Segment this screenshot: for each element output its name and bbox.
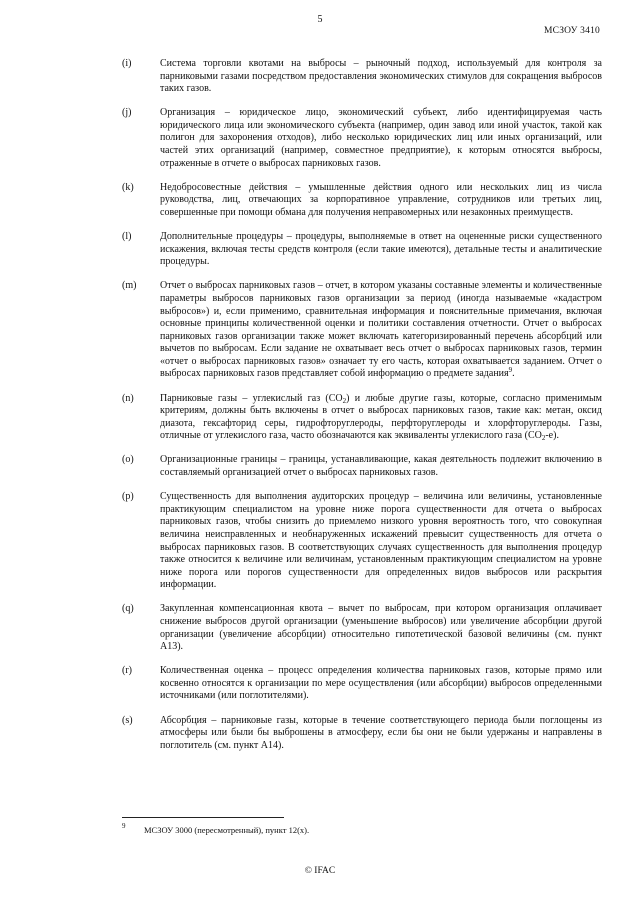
item-label: (p) xyxy=(122,491,134,503)
definitions-list xyxy=(122,58,603,764)
page-number: 5 xyxy=(317,14,323,25)
footnote-mark: 9 xyxy=(122,822,126,830)
definition-item xyxy=(122,603,602,653)
item-label: (s) xyxy=(122,714,133,726)
item-label: (o) xyxy=(122,454,134,466)
item-text-part: ) и любые другие газы, которые, согласно применимым критериям, должны быть включены в отчет о выбросах парниковых газов, такие как: метан, оксид диазота, гексафторид серы, гидрофторуглероды, перфторуглероды и хлорфторуглероды. Газы, отличные от углекислого газа, часто обозначаются как эквиваленты углекислого газа (CO xyxy=(160,392,603,442)
definition-item xyxy=(122,454,602,479)
item-text: Абсорбция – парниковые газы, которые в течение соответствующего периода были поглощены из атмосферы или были бы выброшены в атмосферу, если бы они не были удержаны и направлены в поглотитель (см. пункт А14). xyxy=(160,714,602,751)
item-text-end: . xyxy=(512,368,515,380)
definition-item xyxy=(122,392,603,443)
item-label: (l) xyxy=(122,231,132,243)
item-label: (n) xyxy=(122,392,134,404)
subscript: 2 xyxy=(342,396,347,405)
item-text xyxy=(160,280,602,381)
footnote-divider xyxy=(122,817,284,818)
definition-item xyxy=(122,58,602,96)
standard-code: МСЗОУ 3410 xyxy=(544,26,600,36)
item-label: (i) xyxy=(122,58,132,69)
item-text: Закупленная компенсационная квота – вычет по выбросам, при котором организация оплачивает снижение выбросов другой организации (уменьшение выбросов) или увеличение абсорбции другой организации (увеличение абсорбции) относительно гипотетической базовой величины (см. пункт А13). xyxy=(160,603,602,653)
item-text: Количественная оценка – процесс определения количества парниковых газов, которые прямо или косвенно относятся к организации по мере осуществления (или абсорбции) выбросов определенными источниками (или поглотителями). xyxy=(160,665,602,702)
footnote-reference[interactable]: 9 xyxy=(508,366,513,375)
definition-item xyxy=(122,491,602,592)
item-text: Организация – юридическое лицо, экономический субъект, либо идентифицируемая часть юридического лица или экономического субъекта (например, один завод или иной участок, такой как полигон для захоронения отходов), либо несколько юридических лиц или иных организаций, или частей этих организаций (например, совместное предприятие), к которым относятся выбросы, отраженные в отчете о выбросах парниковых газов. xyxy=(160,107,602,169)
item-text-part: -е). xyxy=(545,430,559,442)
definition-item xyxy=(122,665,602,703)
definition-item xyxy=(122,714,602,753)
item-text: Существенность для выполнения аудиторских процедур – величина или величины, установленные практикующим специалистом на уровне ниже порога существенности для отчета о выбросах парниковых газов, чтобы снизить до приемлемо низкого уровня вероятность того, что совокупная величина неисправленных и необнаруженных искажений превысит существенность для отчета о выбросах парниковых газов. В соответствующих случаях существенность для выполнения процедур также относится к величине или величинам, установленным практикующим специалистом на уровне ниже порога или порогов существенности для определенных видов выбросов или раскрытия информации. xyxy=(160,491,602,591)
item-text: Недобросовестные действия – умышленные действия одного или нескольких лиц из числа руководства, лиц, отвечающих за корпоративное управление, сотрудников или третьих лиц, совершенные при помощи обмана для получения неправомерных или незаконных преимуществ. xyxy=(160,181,602,218)
item-text: Организационные границы – границы, устанавливающие, какая деятельность подлежит включению в составляемый организацией отчет о выбросах парниковых газов. xyxy=(160,454,602,479)
definition-item xyxy=(122,280,602,381)
item-label: (r) xyxy=(122,665,132,677)
item-text-part: Парниковые газы – углекислый газ (CO xyxy=(160,392,343,404)
footnote-text: МСЗОУ 3000 (пересмотренный), пункт 12(x). xyxy=(144,825,310,835)
item-text: Дополнительные процедуры – процедуры, выполняемые в ответ на оцененные риски существенного искажения, включая тесты средств контроля (если такие имеются), детальные тесты и аналитические процедуры. xyxy=(160,231,602,268)
item-label: (k) xyxy=(122,181,134,193)
item-text-main: Отчет о выбросах парниковых газов – отчет, в котором указаны составные элементы и количественные параметры выбросов парниковых газов организации за период (иногда называемые «кадастром выбросов») и, если применимо, сравнительная информация и пояснительные примечания, включая основные принципы количественной оценки и политики составления отчетности. Отчет о выбросах парниковых газов организации также может включать категоризированный перечень абсорбций или вычетов по выбросам. Если задание не охватывает весь отчет о выбросах парниковых газов, термин «отчет о выбросах парниковых газов» означает ту его часть, которая охватывается заданием. Отчет о выбросах парниковых газов представляет собой информацию о предмете задания xyxy=(160,280,602,380)
page-footer: © IFAC xyxy=(304,866,336,876)
item-label: (q) xyxy=(122,603,134,615)
definition-item xyxy=(122,107,602,170)
subscript: 2 xyxy=(541,434,546,443)
item-text: Система торговли квотами на выбросы – рыночный подход, используемый для контроля за парниковыми газами посредством предоставления экономических стимулов для сокращения выбросов таких газов. xyxy=(160,58,602,95)
item-text xyxy=(160,393,602,443)
definition-item xyxy=(122,181,602,220)
item-label: (j) xyxy=(122,107,132,119)
definition-item xyxy=(122,231,602,269)
item-label: (m) xyxy=(122,280,137,292)
